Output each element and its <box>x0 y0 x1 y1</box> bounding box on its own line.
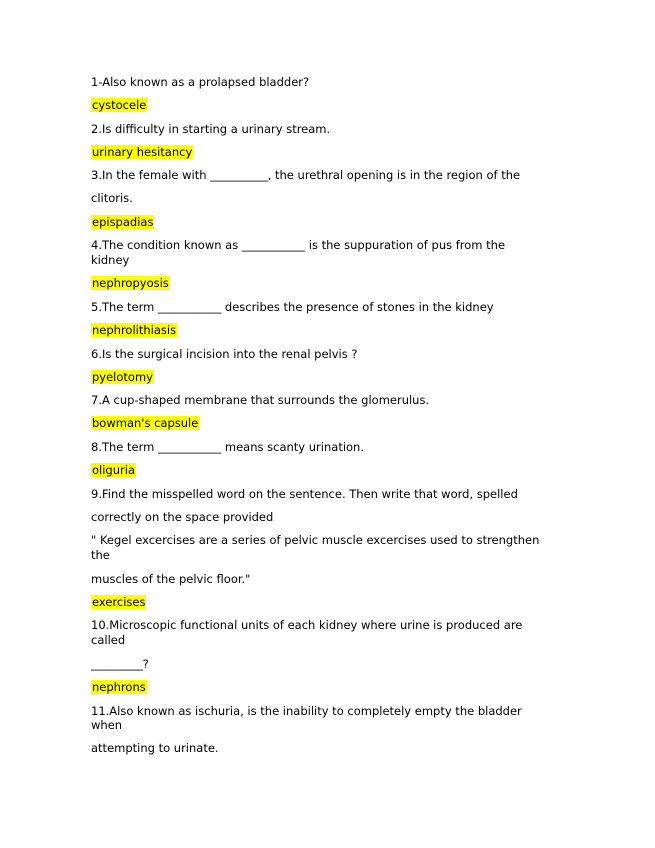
answer-highlight: cystocele <box>92 98 147 112</box>
question-7: 7.A cup-shaped membrane that surrounds the glomerulus. <box>91 393 430 407</box>
answer-6 <box>91 370 561 385</box>
answer-highlight: nephropyosis <box>92 276 169 290</box>
question-6: 6.Is the surgical incision into the renal pelvis ? <box>91 347 358 361</box>
question-11-cont: when <box>91 718 123 732</box>
answer-highlight: nephrolithiasis <box>92 323 177 337</box>
question-8: 8.The term ___________ means scanty urination. <box>91 440 365 454</box>
question-1: 1-Also known as a prolapsed bladder? <box>91 75 310 89</box>
answer-highlight: pyelotomy <box>92 370 153 384</box>
answer-highlight: oliguria <box>92 463 135 477</box>
question-11: 11.Also known as ischuria, is the inability to completely empty the bladder <box>91 704 522 718</box>
question-3-cont: clitoris. <box>91 191 133 205</box>
answer-9 <box>91 595 561 610</box>
answer-7 <box>91 416 561 431</box>
answer-5 <box>91 323 561 338</box>
question-4: 4.The condition known as ___________ is the suppuration of pus from the <box>91 238 506 252</box>
question-9: 9.Find the misspelled word on the sentence. Then write that word, spelled <box>91 487 518 501</box>
answer-10 <box>91 680 561 695</box>
answer-highlight: urinary hesitancy <box>92 145 193 159</box>
answer-highlight: exercises <box>92 595 146 609</box>
question-2: 2.Is difficulty in starting a urinary stream. <box>91 122 331 136</box>
answer-2 <box>91 145 561 160</box>
question-4-cont: kidney <box>91 253 130 267</box>
question-9-sentence-cont: the <box>91 548 110 562</box>
question-9-cont: correctly on the space provided <box>91 510 274 524</box>
answer-8 <box>91 463 561 478</box>
answer-3 <box>91 215 561 230</box>
question-5: 5.The term ___________ describes the presence of stones in the kidney <box>91 300 494 314</box>
answer-highlight: nephrons <box>92 680 146 694</box>
answer-1 <box>91 98 561 113</box>
question-3: 3.In the female with __________, the urethral opening is in the region of the <box>91 168 521 182</box>
question-9-sentence: " Kegel excercises are a series of pelvic muscle excercises used to strengthen <box>91 533 540 547</box>
question-11-end: attempting to urinate. <box>91 741 219 755</box>
answer-highlight: bowman's capsule <box>92 416 199 430</box>
question-10-cont: called <box>91 633 126 647</box>
answer-highlight: epispadias <box>92 215 154 229</box>
question-10-blank: _________? <box>91 657 149 671</box>
answer-4 <box>91 276 561 291</box>
question-9-sentence-end: muscles of the pelvic floor." <box>91 572 251 586</box>
question-10: 10.Microscopic functional units of each kidney where urine is produced are <box>91 618 523 632</box>
